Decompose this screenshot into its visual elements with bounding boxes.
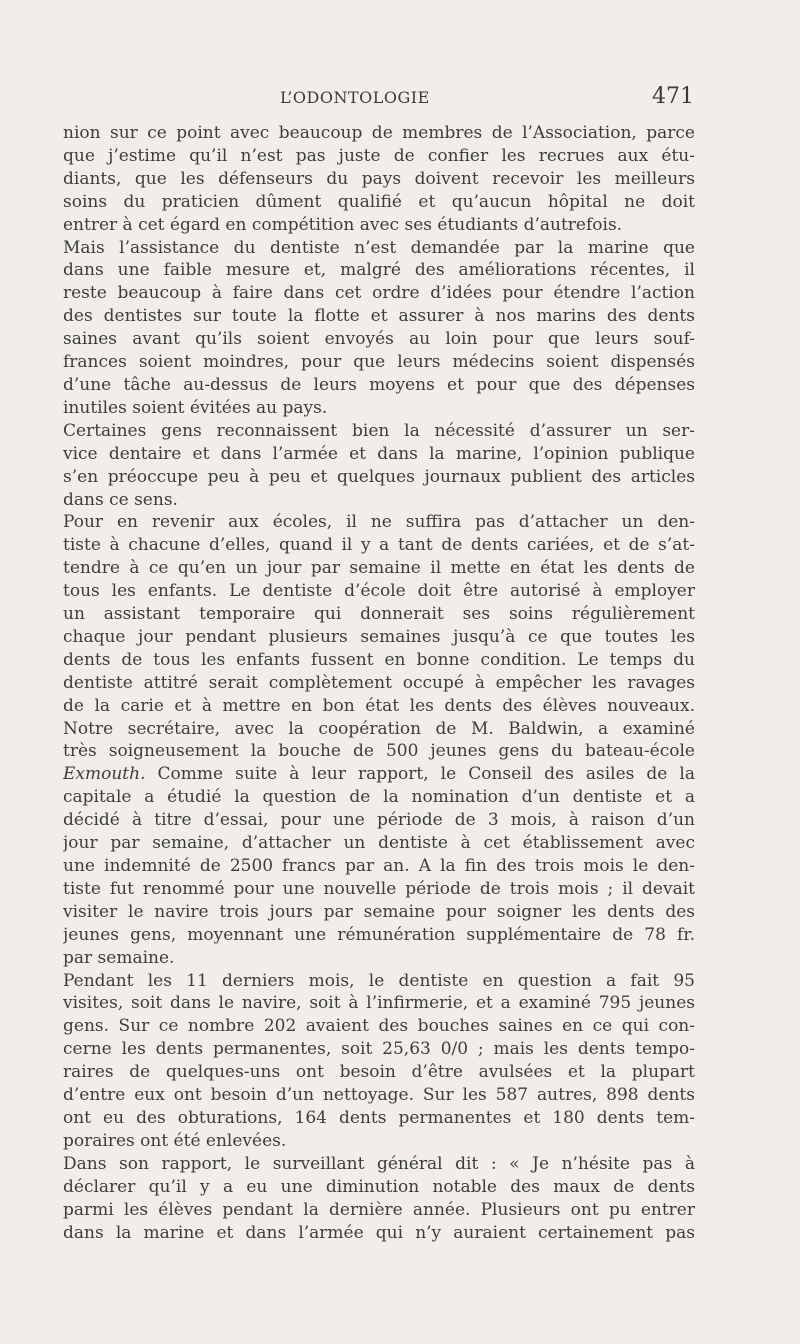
text-line: cerne les dents permanentes, soit 25,63 0/0 ; mais les dents tempo-: [63, 1039, 695, 1060]
text-line: chaque jour pendant plusieurs semaines jusqu’à ce que toutes les: [63, 626, 695, 647]
text-line: tiste fut renommé pour une nouvelle période de trois mois ; il devait: [63, 878, 695, 899]
text-line: un assistant temporaire qui donnerait ses soins régulièrement: [63, 604, 695, 625]
text-line: déclarer qu’il y a eu une diminution notable des maux de dents: [63, 1176, 695, 1197]
text-line: Certaines gens reconnaissent bien la nécessité d’assurer un ser-: [63, 420, 695, 441]
text-line: visiter le navire trois jours par semaine pour soigner les dents des: [63, 901, 695, 922]
text-line: jour par semaine, d’attacher un dentiste à cet établissement avec: [63, 833, 695, 854]
text-line: Dans son rapport, le surveillant général dit : « Je n’hésite pas à: [63, 1153, 695, 1174]
text-line: diants, que les défenseurs du pays doivent recevoir les meilleurs: [63, 168, 695, 189]
text-line: frances soient moindres, pour que leurs médecins soient dispensés: [63, 352, 695, 373]
text-line: dans la marine et dans l’armée qui n’y auraient certainement pas: [63, 1222, 695, 1243]
text-line: Notre secrétaire, avec la coopération de M. Baldwin, a examiné: [63, 718, 695, 739]
text-line: que j’estime qu’il n’est pas juste de confier les recrues aux étu-: [63, 145, 695, 166]
body-text: [63, 122, 695, 1244]
text-line: Pendant les 11 derniers mois, le dentiste en question a fait 95: [63, 970, 695, 991]
page-number: 471: [652, 84, 694, 109]
text-line: tous les enfants. Le dentiste d’école doit être autorisé à employer: [63, 581, 695, 602]
text-line: nion sur ce point avec beaucoup de membres de l’Association, parce: [63, 123, 695, 143]
text-line: tiste à chacune d’elles, quand il y a tant de dents cariées, et de s’at-: [63, 535, 695, 556]
text-line: Exmouth. Comme suite à leur rapport, le Conseil des asiles de la: [63, 764, 695, 785]
text-line: une indemnité de 2500 francs par an. A la fin des trois mois le den-: [63, 856, 695, 876]
text-line: très soigneusement la bouche de 500 jeunes gens du bateau-école: [63, 741, 695, 762]
text-line: dans une faible mesure et, malgré des améliorations récentes, il: [63, 260, 695, 281]
text-line: visites, soit dans le navire, soit à l’infirmerie, et a examiné 795 jeunes: [63, 993, 695, 1014]
text-line: poraires ont été enlevées.: [63, 1130, 287, 1151]
text-line: raires de quelques-uns ont besoin d’être avulsées et la plupart: [63, 1062, 695, 1083]
text-line: tendre à ce qu’en un jour par semaine il mette en état les dents de: [63, 558, 695, 579]
text-line: décidé à titre d’essai, pour une période de 3 mois, à raison d’un: [63, 810, 695, 831]
italic-ship-name: Exmouth.: [63, 764, 146, 785]
page-header: [0, 84, 800, 114]
text-line: Mais l’assistance du dentiste n’est demandée par la marine que: [63, 237, 695, 258]
running-title: L’ODONTOLOGIE: [280, 88, 430, 107]
text-line: dents de tous les enfants fussent en bonne condition. Le temps du: [63, 649, 695, 670]
text-line: inutiles soient évitées au pays.: [63, 397, 328, 418]
text-line: s’en préoccupe peu à peu et quelques journaux publient des articles: [63, 466, 695, 487]
text-line: capitale a étudié la question de la nomination d’un dentiste et a: [63, 787, 695, 808]
text-line: parmi les élèves pendant la dernière année. Plusieurs ont pu entrer: [63, 1199, 695, 1220]
text-line: d’entre eux ont besoin d’un nettoyage. Sur les 587 autres, 898 dents: [63, 1085, 695, 1106]
text-line: vice dentaire et dans l’armée et dans la marine, l’opinion publique: [63, 443, 695, 464]
text-line: saines avant qu’ils soient envoyés au loin pour que leurs souf-: [63, 329, 695, 350]
text-line: reste beaucoup à faire dans cet ordre d’idées pour étendre l’action: [63, 283, 695, 304]
text-line: gens. Sur ce nombre 202 avaient des bouches saines en ce qui con-: [63, 1016, 695, 1037]
text-line: ont eu des obturations, 164 dents permanentes et 180 dents tem-: [63, 1107, 695, 1128]
text-line: dentiste attitré serait complètement occupé à empêcher les ravages: [63, 672, 695, 693]
text-line: soins du praticien dûment qualifié et qu’aucun hôpital ne doit: [63, 191, 695, 212]
text-line: des dentistes sur toute la flotte et assurer à nos marins des dents: [63, 306, 695, 327]
text-line: jeunes gens, moyennant une rémunération supplémentaire de 78 fr.: [63, 924, 695, 945]
text-line: Pour en revenir aux écoles, il ne suffira pas d’attacher un den-: [63, 512, 695, 533]
text-line: par semaine.: [63, 947, 175, 968]
text-line: dans ce sens.: [63, 489, 178, 510]
text-line: d’une tâche au-dessus de leurs moyens et pour que des dépenses: [63, 374, 695, 395]
text-line: entrer à cet égard en compétition avec ses étudiants d’autrefois.: [63, 214, 623, 235]
text-line: de la carie et à mettre en bon état les dents des élèves nouveaux.: [63, 695, 695, 716]
